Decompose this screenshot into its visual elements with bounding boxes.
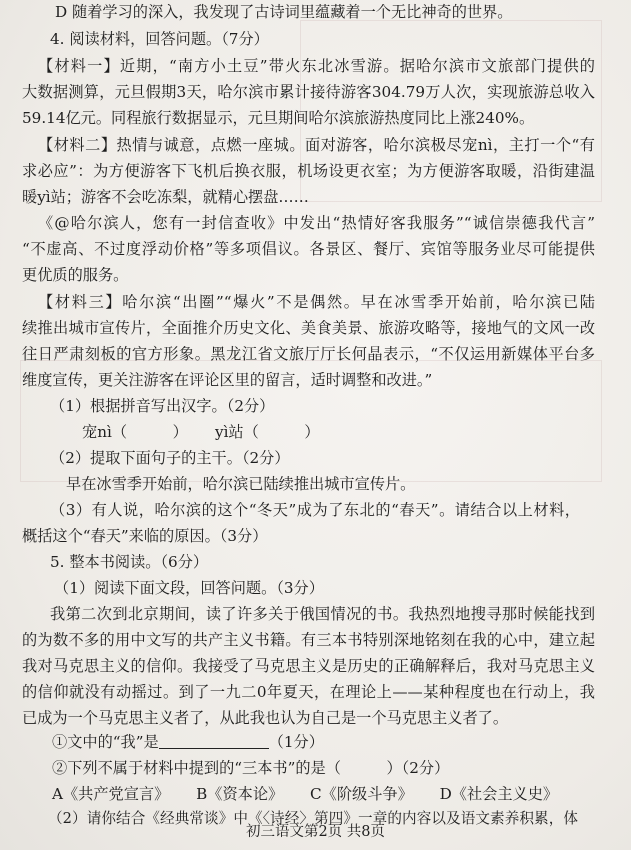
passage-line: 我对马克思主义的信仰。我接受了马克思主义是历史的正确解释后，我对马克思主义 [22, 657, 595, 675]
answer-blank[interactable] [159, 730, 269, 749]
q4-sub1: （1）根据拼音写出汉字。（2分） [50, 397, 275, 415]
material2-line: 【材料二】热情与诚意，点燃一座城。面对游客，哈尔滨极尽宠nì，主打一个“有 [38, 136, 595, 154]
material3-line: 往日严肃刻板的官方形象。黑龙江省文旅厅厅长何晶表示，“不仅运用新媒体平台多 [22, 345, 595, 363]
q5-question-a [52, 730, 324, 755]
pinyin-blank-ni[interactable]: 宠nì（ ） [82, 423, 188, 441]
material1-line: 59.14亿元。同程旅行数据显示，元旦期间哈尔滨旅游热度同比上涨240%。 [22, 109, 535, 127]
q5-title: 5. 整本书阅读。（6分） [50, 553, 209, 571]
passage-line: 的信仰就没有动摇过。到了一九二0年夏天，在理论上——某种程度也在行动上，我 [22, 683, 595, 701]
q4-sub2-sentence: 早在冰雪季开始前，哈尔滨已陆续推出城市宣传片。 [66, 475, 416, 493]
material2-line: 更优质的服务。 [22, 266, 129, 284]
q5-sub1: （1）阅读下面文段，回答问题。（3分） [54, 579, 324, 597]
material2-line: 《@哈尔滨人，您有一封信查收》中发出“热情好客我服务”“诚信崇德我代言” [38, 214, 595, 232]
material3-line: 续推出城市宣传片，全面推介历史文化、美食美景、旅游攻略等，接地气的文风一改 [22, 319, 595, 337]
pinyin-blank-yi[interactable]: yì站（ ） [215, 423, 320, 441]
material1-line: 【材料一】近期，“南方小土豆”带火东北冰雪游。据哈尔滨市文旅部门提供的 [38, 57, 595, 75]
material2-line: 暖yì站；游客不会吃冻梨，就精心摆盘…… [22, 188, 309, 206]
page-footer: 初三语文第2页 共8页 [245, 824, 386, 840]
material3-line: 【材料三】哈尔滨“出圈”“爆火”不是偶然。早在冰雪季开始前，哈尔滨已陆 [38, 293, 595, 311]
material2-line: “不虚高、不过度浮动价格”等多项倡议。各景区、餐厅、宾馆等服务业尽可能提供 [22, 240, 595, 258]
q5-options [52, 782, 580, 807]
passage-line: 我第二次到北京期间，读了许多关于俄国情况的书。我热烈地搜寻那时候能找到 [50, 605, 595, 623]
passage-line: 的为数不多的用中文写的共产主义书籍。有三本书特别深地铭刻在我的心中，建立起 [22, 631, 595, 649]
q4-sub2: （2）提取下面句子的主干。（2分） [50, 449, 290, 467]
q5-question-a-prefix: ①文中的“我”是 [52, 733, 159, 751]
q5-sub2: （2）请你结合《经典常谈》中《〈诗经〉第四》一章的内容以及语文素养积累，体 [48, 810, 578, 827]
q4-title: 4. 阅读材料，回答问题。（7分） [50, 30, 269, 48]
option-d: D《社会主义史》 [439, 785, 559, 803]
option-a: A《共产党宣言》 [52, 785, 170, 803]
q3-option-d: D 随着学习的深入，我发现了古诗词里蕴藏着一个无比神奇的世界。 [55, 3, 513, 21]
q4-sub3-line: （3）有人说，哈尔滨的这个“冬天”成为了东北的“春天”。请结合以上材料， [50, 501, 580, 519]
material1-line: 大数据测算，元旦假期3天，哈尔滨市累计接待游客304.79万人次，实现旅游总收入 [22, 83, 595, 101]
q5-question-b: ②下列不属于材料中提到的“三本书”的是（ ）（2分） [52, 759, 450, 777]
passage-line: 已成为一个马克思主义者了，从此我也认为自己是一个马克思主义者了。 [22, 709, 508, 727]
q4-sub3-line: 概括这个“春天”来临的原因。（3分） [22, 527, 268, 545]
material2-line: 求必应”：为方便游客下飞机后换衣服，机场设更衣室；为方便游客取暖，沿街建温 [22, 162, 595, 180]
q5-question-a-suffix: （1分） [268, 733, 324, 751]
option-c: C《阶级斗争》 [310, 785, 413, 803]
option-b: B《资本论》 [196, 785, 284, 803]
material3-line: 维度宣传，更关注游客在评论区里的留言，适时调整和改进。” [22, 371, 433, 389]
